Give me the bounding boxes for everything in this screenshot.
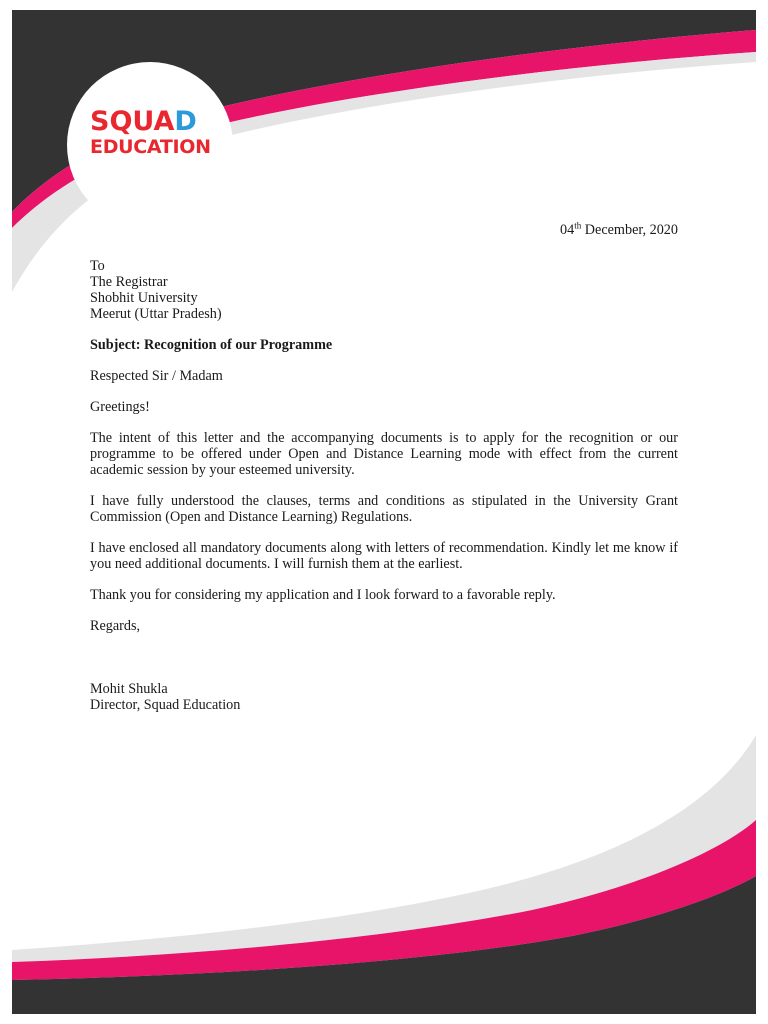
body-paragraph: The intent of this letter and the accompanying documents is to apply for the recognition or our programme to be offered under Open and Distance Learning mode with effect from the current academic session by your esteemed university.	[90, 430, 678, 478]
body-paragraph: I have fully understood the clauses, terms and conditions as stipulated in the University Grant Commission (Open and Distance Learning) Regulations.	[90, 493, 678, 525]
address-line: Meerut (Uttar Pradesh)	[90, 306, 222, 322]
signature-block	[90, 681, 678, 713]
logo-accent-d: D	[174, 106, 197, 137]
recipient-address	[90, 258, 678, 322]
logo-text-ducation: DUCATION	[102, 136, 211, 158]
letter-body	[90, 222, 678, 713]
signer-name: Mohit Shukla	[90, 681, 168, 697]
logo-text-squa: SQUA	[90, 106, 175, 137]
logo-accent-e: E	[90, 136, 103, 158]
squad-education-logo	[90, 108, 214, 157]
address-line: The Registrar	[90, 274, 168, 290]
signer-title: Director, Squad Education	[90, 697, 241, 713]
date-month-year: December, 2020	[581, 222, 678, 238]
letter-salutation: Respected Sir / Madam	[90, 368, 223, 384]
date-ordinal-suffix: th	[574, 220, 582, 231]
letter-date	[90, 222, 678, 238]
letter-closing: Regards,	[90, 618, 141, 634]
letter-greeting: Greetings!	[90, 399, 150, 415]
address-line: To	[90, 258, 105, 274]
body-paragraph: Thank you for considering my application and I look forward to a favorable reply.	[90, 587, 556, 603]
logo-line-squad	[90, 108, 214, 135]
body-paragraph: I have enclosed all mandatory documents along with letters of recommendation. Kindly let me know if you need additional documents. I will furnish them at the earliest.	[90, 540, 678, 572]
letter-subject: Subject: Recognition of our Programme	[90, 337, 333, 353]
logo-line-education	[90, 138, 214, 157]
date-day: 04	[560, 222, 575, 238]
address-line: Shobhit University	[90, 290, 198, 306]
